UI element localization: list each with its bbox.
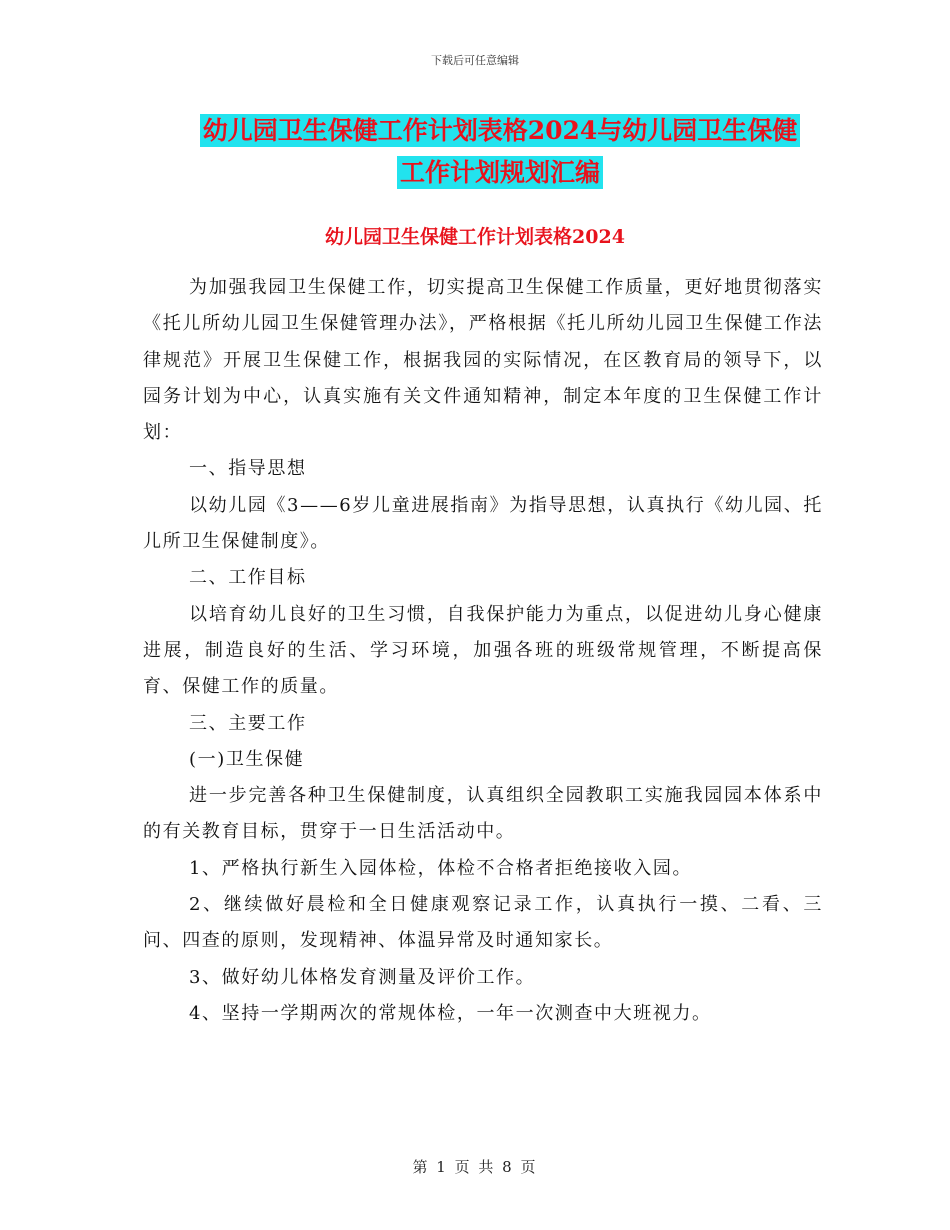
document-title-line-2: 工作计划规划汇编 bbox=[397, 156, 603, 189]
list-item-4: 4、坚持一学期两次的常规体检，一年一次测查中大班视力。 bbox=[189, 1002, 712, 1024]
header-note: 下载后可任意编辑 bbox=[431, 54, 519, 67]
work-goals-paragraph: 以培育幼儿良好的卫生习惯，自我保护能力为重点，以促进幼儿身心健康进展，制造良好的生活、学习环境，加强各班的班级常规管理，不断提高保育、保健工作的质量。 bbox=[143, 603, 823, 698]
document-title bbox=[120, 110, 880, 194]
body-text bbox=[143, 270, 823, 1032]
heading-guiding-ideology: 一、指导思想 bbox=[189, 458, 307, 480]
list-item-1: 1、严格执行新生入园体检，体检不合格者拒绝接收入园。 bbox=[189, 857, 693, 879]
health-care-paragraph: 进一步完善各种卫生保健制度，认真组织全园教职工实施我园园本体系中的有关教育目标，贯穿于一日生活活动中。 bbox=[143, 785, 823, 843]
subheading-health-care: (一)卫生保健 bbox=[189, 748, 305, 770]
list-item-2: 2、继续做好晨检和全日健康观察记录工作，认真执行一摸、二看、三问、四查的原则，发现精神、体温异常及时通知家长。 bbox=[143, 894, 823, 952]
guiding-ideology-paragraph: 以幼儿园《3——6岁儿童进展指南》为指导思想，认真执行《幼儿园、托儿所卫生保健制度》。 bbox=[143, 494, 823, 553]
intro-paragraph: 为加强我园卫生保健工作，切实提高卫生保健工作质量，更好地贯彻落实《托儿所幼儿园卫生保健管理办法》，严格根据《托儿所幼儿园卫生保健工作法律规范》开展卫生保健工作，根据我园的实际情况，在区教育局的领导下，以园务计划为中心，认真实施有关文件通知精神，制定本年度的卫生保健工作计划： bbox=[143, 277, 823, 444]
section-title: 幼儿园卫生保健工作计划表格2024 bbox=[325, 226, 625, 248]
page-footer: 第 1 页 共 8 页 bbox=[412, 1158, 538, 1176]
list-item-3: 3、做好幼儿体格发育测量及评价工作。 bbox=[189, 966, 536, 988]
heading-work-goals: 二、工作目标 bbox=[189, 567, 307, 589]
heading-main-work: 三、主要工作 bbox=[189, 712, 307, 734]
document-title-line-1: 幼儿园卫生保健工作计划表格2024与幼儿园卫生保健 bbox=[200, 114, 801, 147]
